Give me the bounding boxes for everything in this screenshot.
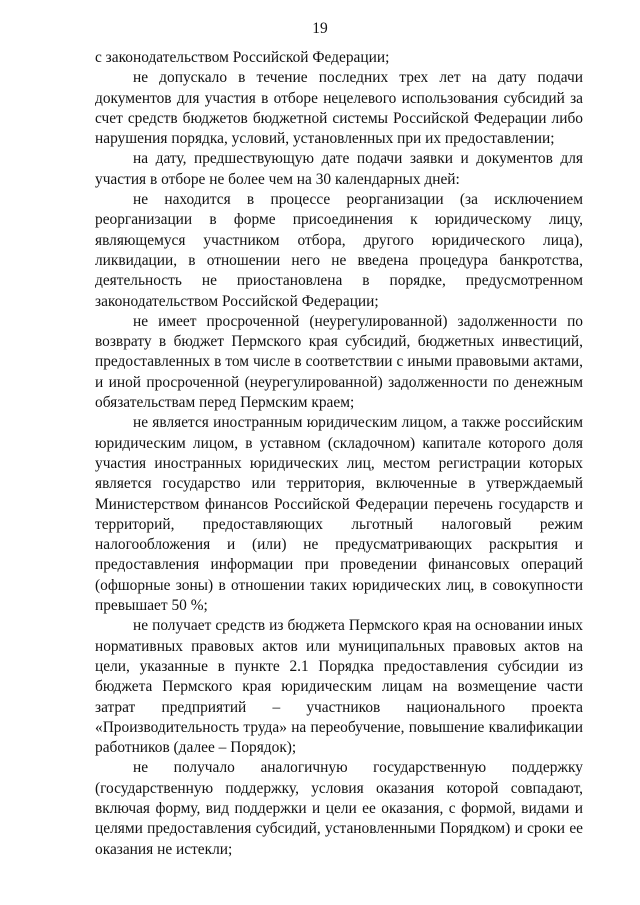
paragraph: на дату, предшествующую дате подачи заявки и документов для участия в отборе не более чем на 30 календарных дней: xyxy=(95,150,583,188)
paragraph: не допускало в течение последних трех лет на дату подачи документов для участия в отборе нецелевого использования субсидий за счет средств бюджетов бюджетной системы Российской Федерации либо нарушения порядка, условий, установленных при их предоставлении; xyxy=(95,69,583,148)
paragraph: с законодательством Российской Федерации; xyxy=(95,49,390,66)
paragraph: не имеет просроченной (неурегулированной) задолженности по возврату в бюджет Пермского края субсидий, бюджетных инвестиций, предоставленных в том числе в соответствии с иными правовыми актами, и иной просроченной (неурегулированной) задолженности по денежным обязательствам перед Пермским краем; xyxy=(95,312,583,412)
document-body xyxy=(95,48,583,860)
page-number: 19 xyxy=(312,20,328,37)
paragraph: не находится в процессе реорганизации (за исключением реорганизации в форме присоединения к юридическому лицу, являющемуся участником отбора, другого юридического лица), ликвидации, в отношении него не введена процедура банкротства, деятельность не приостановлена в порядке, предусмотренном законодательством Российской Федерации; xyxy=(95,191,583,310)
paragraph: не является иностранным юридическим лицом, а также российским юридическим лицом, в уставном (складочном) капитале которого доля участия иностранных юридических лиц, местом регистрации которых является государство или территория, включенные в утверждаемый Министерством финансов Российской Федерации перечень государств и территорий, предоставляющих льготный налоговый режим налогообложения и (или) не предусматривающих раскрытия и предоставления информации при проведении финансовых операций (офшорные зоны) в отношении таких юридических лиц, в совокупности превышает 50 %; xyxy=(95,414,583,615)
paragraph: не получало аналогичную государственную поддержку (государственную поддержку, условия оказания которой совпадают, включая форму, вид поддержки и цели ее оказания, с формой, видами и целями предоставления субсидий, установленными Порядком) и сроки ее оказания не истекли; xyxy=(95,759,583,858)
paragraph: не получает средств из бюджета Пермского края на основании иных нормативных правовых актов или муниципальных правовых актов на цели, указанные в пункте 2.1 Порядка предоставления субсидии из бюджета Пермского края юридическим лицам на возмещение части затрат предприятий – участников национального проекта «Производительность труда» на переобучение, повышение квалификации работников (далее – Порядок); xyxy=(95,617,583,757)
